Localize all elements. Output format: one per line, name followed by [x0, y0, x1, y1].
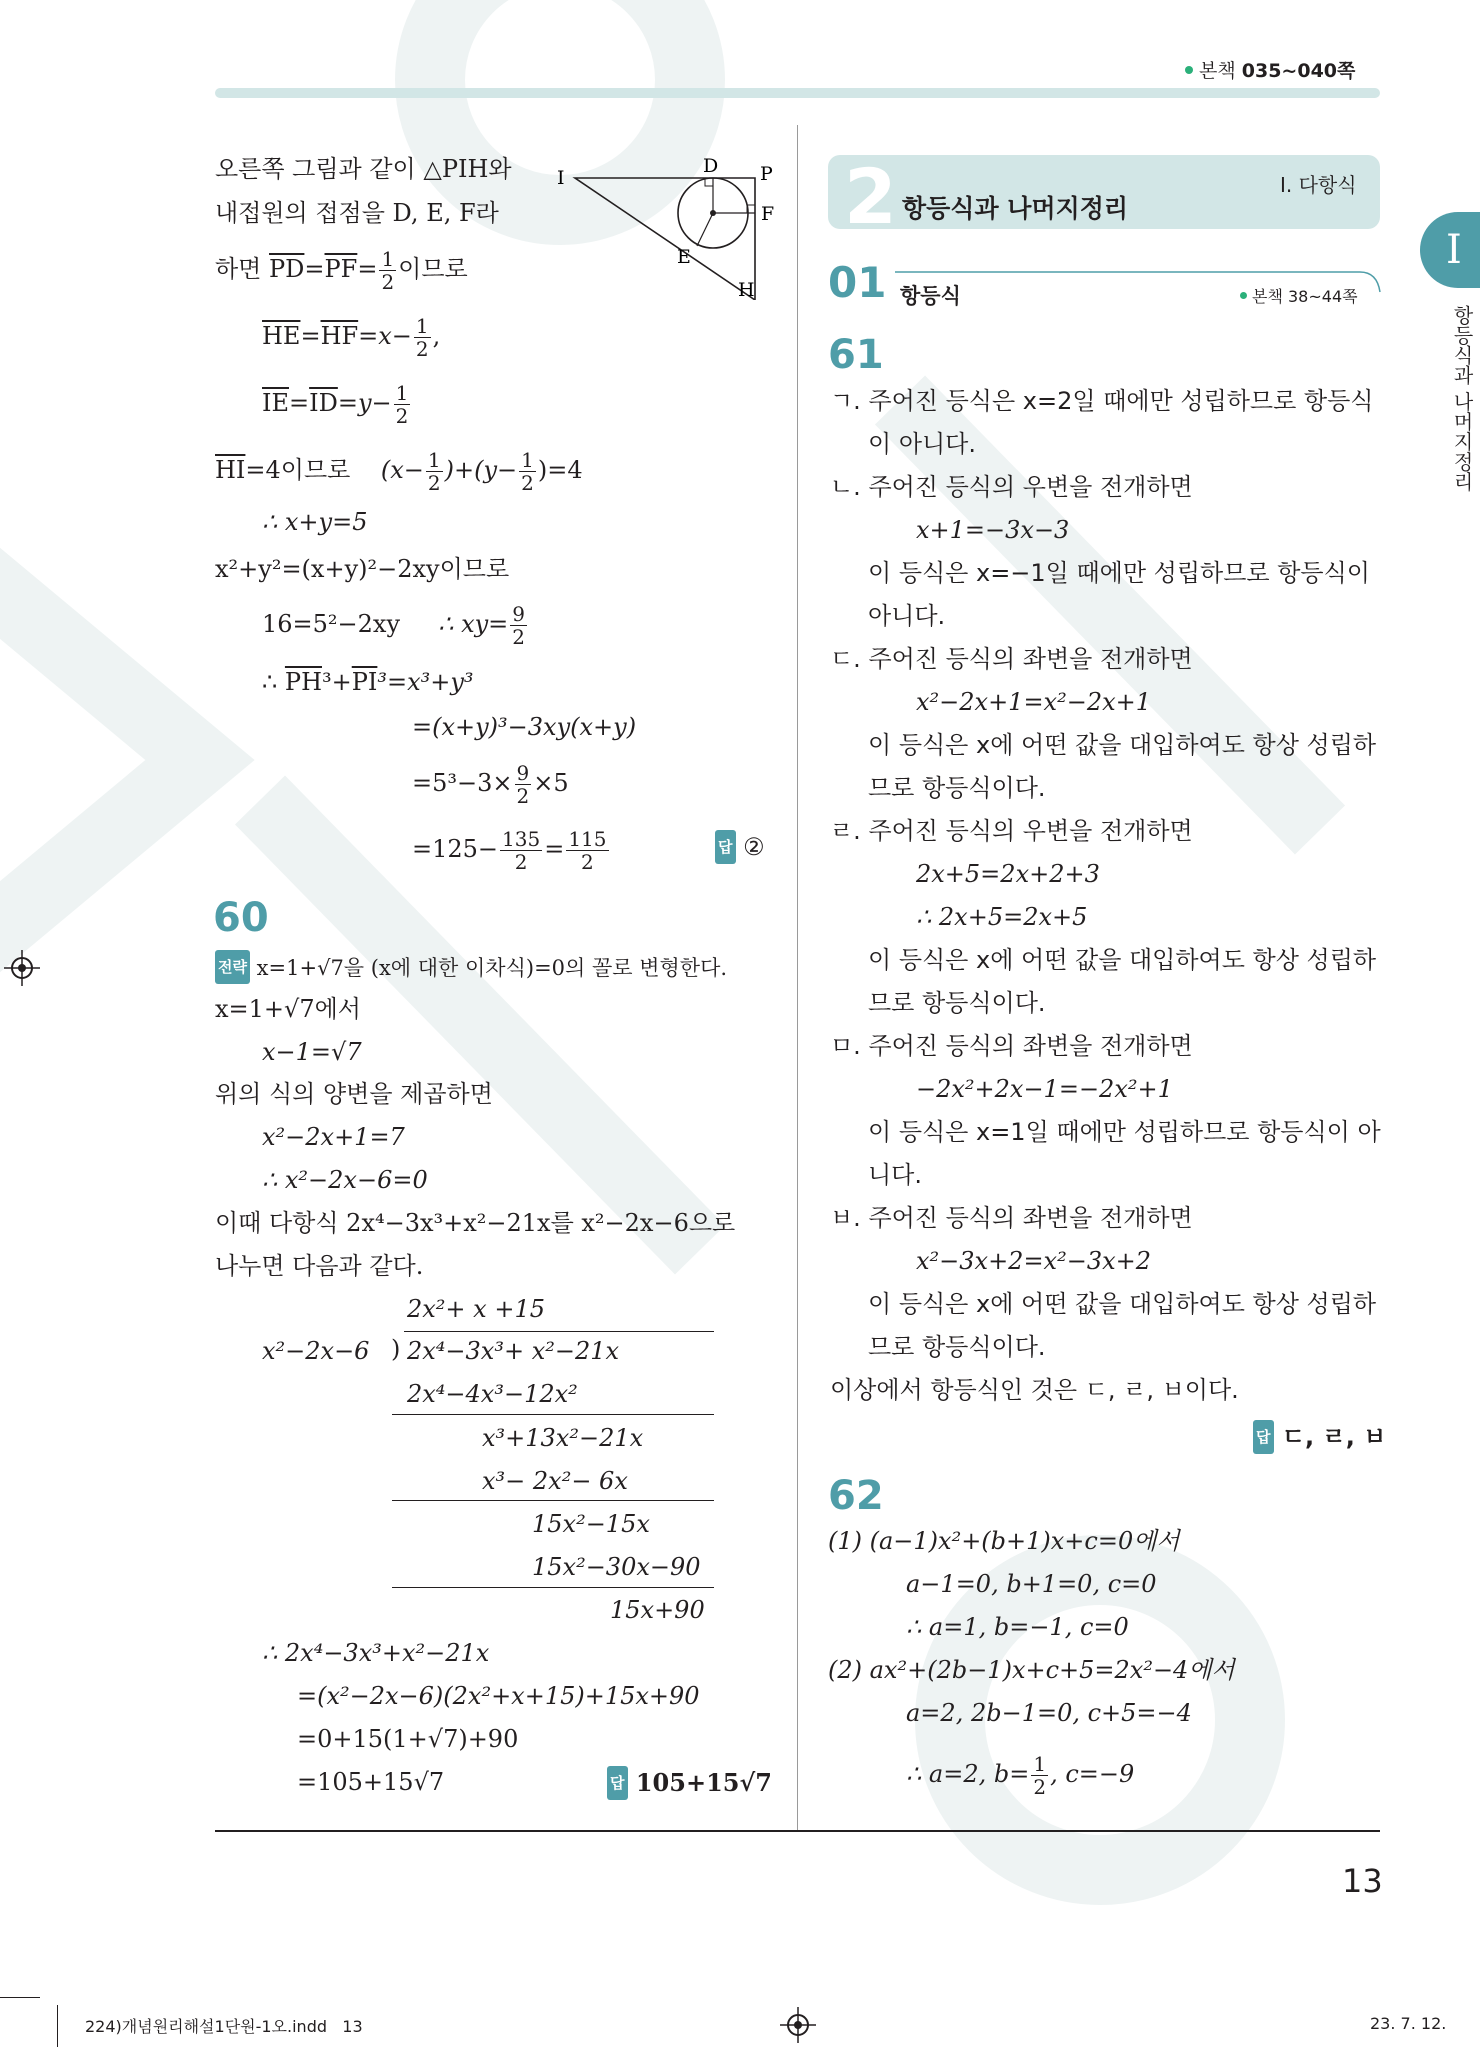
crop-mark [57, 2005, 58, 2047]
text-line: 이 등식은 x에 어떤 값을 대입하여도 항상 성립하 [868, 731, 1377, 759]
text-line: 이때 다항식 2x⁴−3x³+x²−21x를 x²−2x−6으로 [215, 1209, 736, 1237]
answer-60: 답 105+15√7 [607, 1766, 772, 1800]
text-line: 므로 항등식이다. [868, 1333, 1046, 1361]
fig-label: E [677, 246, 691, 268]
fraction: $\frac{115}{2}$ [568, 827, 607, 874]
text-line: x−1=√7 [262, 1038, 362, 1066]
text-line: ∴ a=2, b= $\frac{1}{2}$ , c=−9 [906, 1752, 1135, 1799]
section-title: 항등식 [900, 284, 961, 308]
text-line: 위의 식의 양변을 제곱하면 [215, 1080, 493, 1108]
division-row: x³+13x²−21x [482, 1424, 644, 1452]
footer-date: 23. 7. 12. [1370, 2014, 1447, 2033]
division-rule [392, 1587, 714, 1588]
fraction: $\frac{1}{2}$ [381, 247, 395, 294]
fig-label: D [703, 155, 719, 177]
division-quotient: 2x²+ x +15 [407, 1295, 545, 1323]
division-divisor: x²−2x−6 [262, 1337, 370, 1365]
registration-mark-icon [4, 950, 40, 986]
page-number: 13 [1342, 1862, 1383, 1900]
division-dividend: 2x⁴−3x³+ x²−21x [407, 1337, 620, 1365]
text-line: ∴ 2x⁴−3x³+x²−21x [262, 1639, 490, 1667]
answer-61: 답 ㄷ, ㄹ, ㅂ [1253, 1420, 1386, 1454]
text-line: 이 등식은 x=−1일 때에만 성립하므로 항등식이 [868, 559, 1370, 587]
text-line: x²+y²=(x+y)²−2xy이므로 [215, 555, 510, 583]
fraction: $\frac{1}{2}$ [415, 314, 429, 361]
text-line: 오른쪽 그림과 같이 △PIH와 [215, 155, 512, 183]
bottom-rule [215, 1830, 1380, 1832]
division-rule [392, 1500, 714, 1501]
text-line: 니다. [868, 1161, 922, 1189]
text-line: ㄹ. 주어진 등식의 우변을 전개하면 [830, 817, 1193, 845]
registration-mark-icon [780, 2007, 816, 2043]
fraction: $\frac{135}{2}$ [502, 827, 541, 874]
text-line: =0+15(1+√7)+90 [297, 1725, 519, 1753]
chapter-part: Ⅰ. 다항식 [1280, 173, 1357, 197]
text-line: 하면 $\overline{PD}=\overline{PF}=$ $\frac{1}{2}$ 이므로 [215, 247, 468, 294]
section-ref: 본책 38~44쪽 [1240, 284, 1358, 307]
text-line: (1) (a−1)x²+(b+1)x+c=0에서 [828, 1527, 1180, 1555]
answer-59: 답 ② [715, 830, 765, 864]
triangle-incircle-figure [555, 150, 780, 300]
text-line: 이상에서 항등식인 것은 ㄷ, ㄹ, ㅂ이다. [830, 1376, 1239, 1404]
chapter-title: 항등식과 나머지정리 [902, 194, 1129, 223]
text-line: 아니다. [868, 602, 946, 630]
answer-badge: 답 [715, 830, 736, 864]
division-row: 15x+90 [610, 1596, 705, 1624]
text-line: 이 등식은 x에 어떤 값을 대입하여도 항상 성립하 [868, 946, 1377, 974]
text-line: 이 아니다. [868, 430, 976, 458]
division-bracket: ) [391, 1335, 401, 1363]
fig-label: F [761, 203, 775, 225]
footer-file: 224)개념원리해설1단원-1오.indd 13 [85, 2017, 363, 2036]
fraction: $\frac{9}{2}$ [512, 602, 526, 649]
text-line: ㄴ. 주어진 등식의 우변을 전개하면 [830, 473, 1193, 501]
text-line: ∴ x²−2x−6=0 [262, 1166, 428, 1194]
fraction: $\frac{1}{2}$ [427, 448, 441, 495]
text-line: 16=5²−2xy ∴ xy= $\frac{9}{2}$ [262, 602, 526, 649]
fraction: $\frac{1}{2}$ [395, 381, 409, 428]
text-line: =5³−3× $\frac{9}{2}$ ×5 [412, 761, 569, 808]
text-line: 이 등식은 x=1일 때에만 성립하므로 항등식이 아 [868, 1118, 1381, 1146]
fig-label: H [738, 279, 755, 300]
text-line: 므로 항등식이다. [868, 774, 1046, 802]
text-line: =(x+y)³−3xy(x+y) [412, 713, 637, 741]
text-line: x=1+√7에서 [215, 995, 361, 1023]
chapter-number: 2 [844, 155, 897, 229]
side-tab: I [1420, 212, 1480, 288]
text-line: ∴ x+y=5 [262, 508, 368, 536]
problem-number-61: 61 [828, 332, 884, 378]
crop-mark [0, 1997, 40, 1998]
text-line: ∴ a=1, b=−1, c=0 [906, 1613, 1129, 1641]
text-line: =125− $\frac{135}{2}$ = $\frac{115}{2}$ [412, 827, 607, 874]
fraction: $\frac{1}{2}$ [521, 448, 534, 495]
text-line: a−1=0, b+1=0, c=0 [906, 1570, 1157, 1598]
column-divider [797, 125, 798, 1830]
problem-number-60: 60 [213, 895, 269, 941]
text-line: 나누면 다음과 같다. [215, 1252, 424, 1280]
text-line: =(x²−2x−6)(2x²+x+15)+15x+90 [297, 1682, 700, 1710]
chapter-box [828, 155, 1380, 229]
bullet-dot-icon [1185, 66, 1193, 74]
text-line: ∴ 2x+5=2x+5 [916, 903, 1088, 931]
text-line: ㄷ. 주어진 등식의 좌변을 전개하면 [830, 645, 1193, 673]
fraction: $\frac{9}{2}$ [516, 761, 530, 808]
header-ref: 본책 035~040쪽 [1185, 56, 1355, 83]
text-line: a=2, 2b−1=0, c+5=−4 [906, 1699, 1192, 1727]
text-line: ㅁ. 주어진 등식의 좌변을 전개하면 [830, 1032, 1193, 1060]
division-rule [392, 1414, 714, 1415]
bullet-dot-icon [1240, 292, 1247, 299]
division-row: 2x⁴−4x³−12x² [407, 1380, 578, 1408]
text-line: x+1=−3x−3 [916, 516, 1070, 544]
text-line: $\overline{HI}=4$이므로 (x− $\frac{1}{2}$ )+(y− $\frac{1}{2}$ )=4 [215, 448, 583, 495]
answer-badge: 답 [1253, 1420, 1274, 1454]
text-line: 2x+5=2x+2+3 [916, 860, 1100, 888]
text-line: x²−3x+2=x²−3x+2 [916, 1247, 1152, 1275]
fraction: $\frac{1}{2}$ [1033, 1752, 1047, 1799]
text-line: 내접원의 접점을 D, E, F라 [215, 199, 499, 227]
text-line: 이 등식은 x에 어떤 값을 대입하여도 항상 성립하 [868, 1290, 1377, 1318]
text-line: $\overline{HE}=\overline{HF}=x-$ $\frac{1}{2}$ , [262, 314, 441, 361]
text-line: x²−2x+1=x²−2x+1 [916, 688, 1152, 716]
text-line: −2x²+2x−1=−2x²+1 [916, 1075, 1173, 1103]
text-line: x²−2x+1=7 [262, 1123, 405, 1151]
strategy-badge: 전략 [215, 950, 250, 984]
text-line: =105+15√7 [297, 1768, 445, 1796]
division-row: 15x²−15x [532, 1510, 650, 1538]
division-row: 15x²−30x−90 [532, 1553, 701, 1581]
side-tab-text: 항등식과 나머지정리 [1450, 305, 1474, 492]
fig-label: I [557, 167, 565, 189]
header-bar [215, 88, 1380, 98]
division-row: x³− 2x²− 6x [482, 1467, 628, 1495]
text-line: (2) ax²+(2b−1)x+c+5=2x²−4에서 [828, 1656, 1235, 1684]
division-bar [404, 1331, 714, 1332]
text-line: $\overline{IE}=\overline{ID}=y-$ $\frac{1}{2}$ [262, 381, 409, 428]
problem-number-62: 62 [828, 1473, 884, 1519]
text-line: ㅂ. 주어진 등식의 좌변을 전개하면 [830, 1204, 1193, 1232]
strategy-line: 전략 x=1+√7을 (x에 대한 이차식)=0의 꼴로 변형한다. [215, 950, 727, 984]
answer-badge: 답 [607, 1766, 628, 1800]
fig-label: P [760, 163, 773, 185]
text-line: ㄱ. 주어진 등식은 x=2일 때에만 성립하므로 항등식 [830, 387, 1374, 415]
text-line: ∴ $\overline{PH}^3+\overline{PI}^3=x^3+y^3$ [262, 668, 474, 696]
section-number: 01 [828, 258, 887, 307]
text-line: 므로 항등식이다. [868, 989, 1046, 1017]
